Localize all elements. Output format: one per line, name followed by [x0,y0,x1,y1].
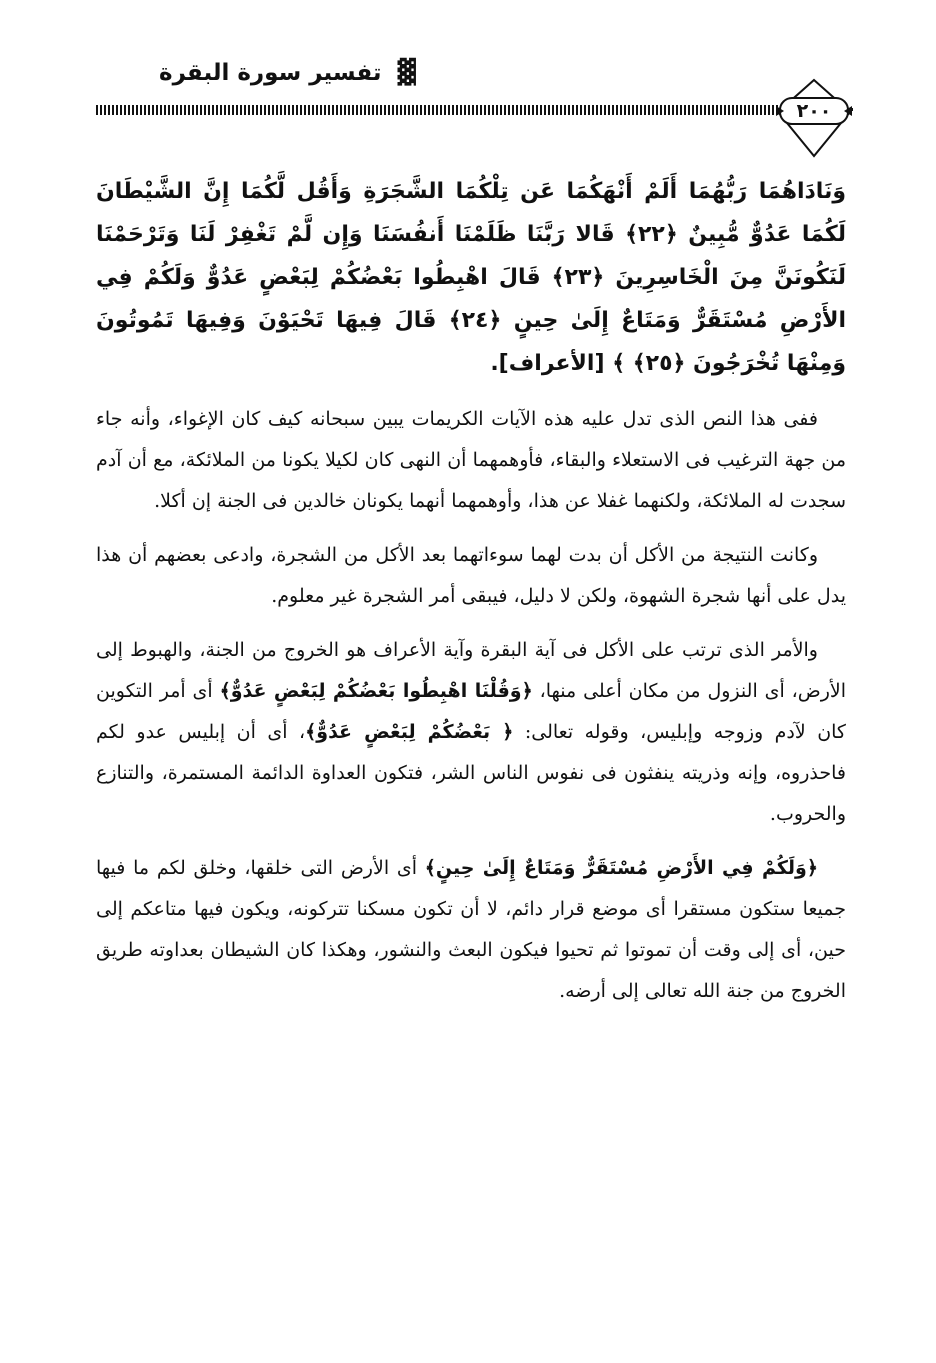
page-number: ٢٠٠ [796,100,832,122]
surah-reference: [الأعراف]. [490,351,605,376]
paragraph-4-text-1: أى الأرض التى خلقها، وخلق لكم ما فيها جميعا ستكون مستقرا أى موضع قرار دائم، لا أن تكون مسكنا تتركونه، ويكون فيها متاعكم إلى حين، أى إلى وقت أن تموتوا ثم تحيوا فيكون البعث والنشور، وهكذا كان الشيطان بعداوته طريق الخروج من جنة الله تعالى إلى أرضه. [96,857,846,1002]
quran-quote: ﴿وَلَكُمْ فِي الأَرْضِ مُسْتَقَرٌّ وَمَتَاعٌ إِلَىٰ حِينٍ﴾ [424,857,818,879]
verse-text: وَنَادَاهُمَا رَبُّهُمَا أَلَمْ أَنْهَكُمَا عَن تِلْكُمَا الشَّجَرَةِ وَأَقُل لَّكُمَا إِنَّ الشَّيْطَانَ لَكُمَا عَدُوٌّ مُّبِينٌ ﴿٢٢﴾ قَالا رَبَّنَا ظَلَمْنَا أَنفُسَنَا وَإِن لَّمْ تَغْفِرْ لَنَا وَتَرْحَمْنَا لَنَكُونَنَّ مِنَ الْخَاسِرِينَ ﴿٢٣﴾ قَالَ اهْبِطُوا بَعْضُكُمْ لِبَعْضٍ عَدُوٌّ وَلَكُمْ فِي الأَرْضِ مُسْتَقَرٌّ وَمَتَاعٌ إِلَىٰ حِينٍ ﴿٢٤﴾ قَالَ فِيهَا تَحْيَوْنَ وَفِيهَا تَمُوتُونَ وَمِنْهَا تُخْرَجُونَ ﴿٢٥﴾ ﴾ [96,179,846,376]
paragraph-4 [96,848,846,1012]
quran-quote: ﴿وَقُلْنَا اهْبِطُوا بَعْضُكُمْ لِبَعْضٍ عَدُوٌّ﴾ [219,680,533,702]
paragraph-3-text-2: أى أمر التكوين كان لآدم وزوجه وإبليس، وقوله تعالى: [96,680,846,743]
paragraph-1: ففى هذا النص الذى تدل عليه هذه الآيات الكريمات يبين سبحانه كيف كان الإغواء، وأنه جاء من جهة الترغيب فى الاستعلاء والبقاء، فأوهمهما أن النهى كان لكيلا يكونا من الملائكة، مع أن آدم سجدت له الملائكة، ولكنهما غفلا عن هذا، وأوهمهما أنهما يكونان خالدين فى الجنة إن أكلا. [96,408,846,512]
running-head [96,58,416,86]
running-title: تفسير سورة البقرة [159,60,382,86]
paragraph-2: وكانت النتيجة من الأكل أن بدت لهما سوءاتهما بعد الأكل من الشجرة، وادعى بعضهم أن هذا يدل على أنها شجرة الشهوة، ولكن لا دليل، فيبقى أمر الشجرة غير معلوم. [96,544,846,607]
paragraph-3 [96,630,846,835]
quran-verse-block [96,170,846,385]
paragraph-3-text-3: ، أى أن إبليس عدو لكم فاحذروه، وإنه وذريته ينفثون فى نفوس الناس الشر، فتكون العداوة الدائمة المستمرة، والتنازع والحروب. [96,721,846,825]
quran-quote: ﴿ بَعْضُكُمْ لِبَعْضٍ عَدُوٌّ﴾ [305,721,514,743]
ornament-icon: ▓ [397,58,416,86]
page-header [0,0,936,165]
paragraph-3-text-1: والأمر الذى ترتب على الأكل فى آية البقرة وآية الأعراف هو الخروج من الجنة، والهبوط إلى الأرض، أى النزول من مكان أعلى منها، [96,639,847,702]
page-number-badge [774,78,854,160]
page-content [96,170,846,1025]
header-rule [96,105,778,115]
